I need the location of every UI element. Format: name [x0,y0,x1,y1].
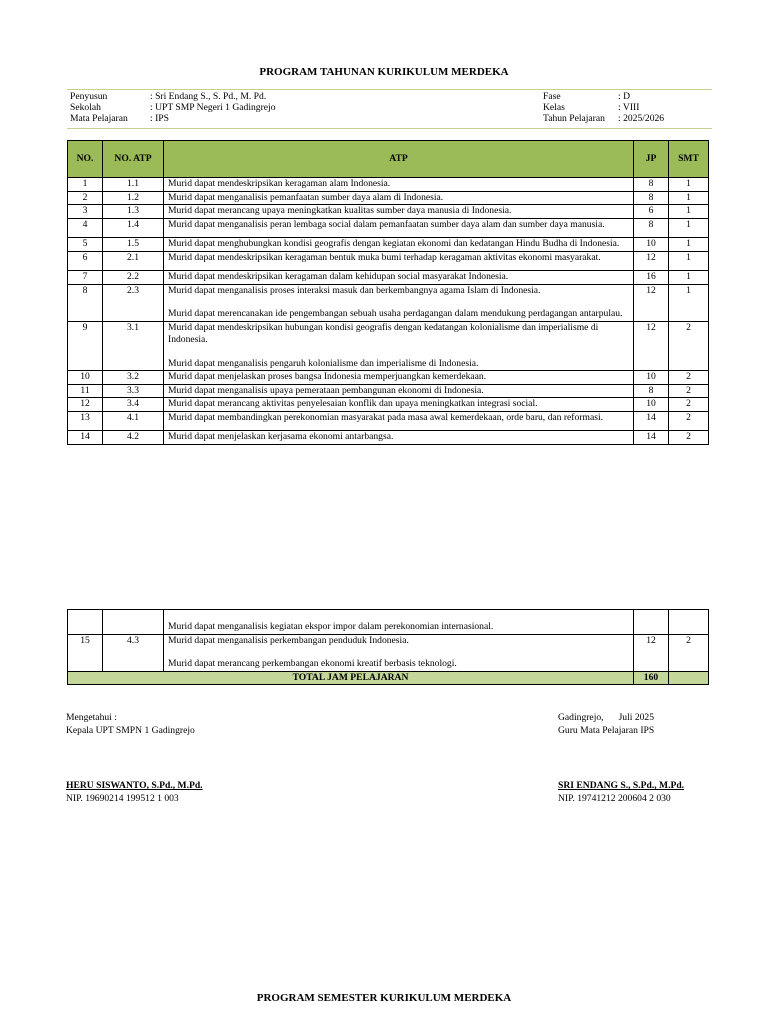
atp-text: Murid dapat menganalisis kegiatan ekspor impor dalam perekonomian internasional. [168,621,494,632]
cell-atp [164,178,634,192]
total-row [68,671,709,685]
cell-smt: 2 [669,321,709,371]
cell-atp [164,431,634,445]
cell-atp [164,321,634,371]
atp-text: Murid dapat mendeskripsikan hubungan kondisi geografis dengan kedatangan kolonialisme dan imperialisme di Indonesia. [168,321,599,345]
cell-jp: 10 [634,238,669,252]
cell-no: 7 [68,271,103,285]
cell-no-atp: 4.1 [103,411,164,431]
cell-jp: 12 [634,634,669,671]
total-label: TOTAL JAM PELAJARAN [68,671,634,685]
kepala-label: Kepala UPT SMPN 1 Gadingrejo [66,724,195,736]
cell-no-atp [103,610,164,635]
cell-no: 4 [68,218,103,238]
atp-text: Murid dapat menganalisis upaya pemerataan pembangunan ekonomi di Indonesia. [168,384,484,396]
table-row [68,431,709,445]
cell-atp [164,271,634,285]
table-header [68,141,709,178]
cell-smt: 1 [669,178,709,192]
cell-no-atp: 1.3 [103,205,164,219]
cell-jp: 12 [634,321,669,371]
cell-jp: 10 [634,371,669,385]
cell-jp: 8 [634,384,669,398]
cell-jp: 8 [634,218,669,238]
cell-no: 1 [68,178,103,192]
atp-table-continued [67,609,709,685]
cell-no: 12 [68,398,103,412]
cell-smt: 1 [669,218,709,238]
cell-smt: 2 [669,411,709,431]
table-row-continued [68,610,709,635]
atp-table [67,140,709,445]
cell-no: 3 [68,205,103,219]
cell-no: 5 [68,238,103,252]
cell-atp [164,251,634,271]
cell-no: 15 [68,634,103,671]
cell-atp [164,371,634,385]
header-no-atp: NO. ATP [103,141,164,178]
table-row [68,191,709,205]
cell-atp [164,218,634,238]
table-row [68,321,709,371]
sekolah-value: : UPT SMP Negeri 1 Gadingrejo [150,102,276,113]
cell-no-atp: 1.2 [103,191,164,205]
mapel-label: Mata Pelajaran [70,113,128,124]
mengetahui-label: Mengetahui : [66,712,117,723]
atp-text: Murid dapat menganalisis pemanfaatan sumber daya alam di Indonesia. [168,191,444,203]
cell-atp [164,205,634,219]
cell-atp [164,284,634,321]
table-row [68,371,709,385]
table-row [68,634,709,671]
tahun-value: : 2025/2026 [618,113,665,124]
atp-text: Murid dapat menjelaskan kerjasama ekonomi antarbangsa. [168,431,394,442]
cell-jp: 10 [634,398,669,412]
table-row [68,251,709,271]
kelas-label: Kelas [543,102,565,113]
cell-smt: 1 [669,205,709,219]
cell-no-atp: 1.1 [103,178,164,192]
teacher-role: Guru Mata Pelajaran IPS [558,724,655,736]
mapel-value: : IPS [150,113,169,124]
atp-text: Murid dapat menganalisis perkembangan penduduk Indonesia. [168,634,409,646]
total-value: 160 [634,671,669,685]
cell-atp [164,191,634,205]
table-row [68,205,709,219]
principal-name: HERU SISWANTO, S.Pd., M.Pd. [66,780,203,791]
cell-smt [669,610,709,635]
table-row [68,398,709,412]
cell-smt: 2 [669,634,709,671]
cell-jp: 14 [634,431,669,445]
atp-text: Murid dapat mendeskripsikan keragaman dalam kehidupan social masyarakat Indonesia. [168,271,509,282]
table-row [68,238,709,252]
header-jp: JP [634,141,669,178]
next-section-title: PROGRAM SEMESTER KURIKULUM MERDEKA [256,992,512,1004]
atp-text: Murid dapat menganalisis pengaruh kolonialisme dan imperialisme di Indonesia. [168,357,479,369]
cell-no: 6 [68,251,103,271]
signature-left [66,712,203,805]
cell-smt: 1 [669,284,709,321]
cell-no: 10 [68,371,103,385]
cell-no-atp: 3.4 [103,398,164,412]
principal-nip: NIP. 19690214 199512 1 003 [66,792,179,804]
penyusun-value: : Sri Endang S., S. Pd., M. Pd. [150,91,267,102]
atp-text: Murid dapat merencanakan ide pengembangan sebuah usaha perdagangan dalam mendukung perdagangan antarpulau. [168,308,623,319]
table-row [68,384,709,398]
cell-no-atp: 1.4 [103,218,164,238]
cell-smt: 1 [669,271,709,285]
teacher-nip: NIP. 19741212 200604 2 030 [558,792,671,804]
cell-no-atp: 4.2 [103,431,164,445]
kelas-value: : VIII [618,102,640,113]
cell-atp [164,384,634,398]
cell-atp [164,634,634,671]
cell-no-atp: 2.2 [103,271,164,285]
cell-no: 14 [68,431,103,445]
table-row [68,271,709,285]
cell-smt: 2 [669,384,709,398]
atp-text: Murid dapat menganalisis proses interaksi masuk dan berkembangnya agama Islam di Indonesia. [168,284,541,296]
cell-jp [634,610,669,635]
cell-no: 8 [68,284,103,321]
cell-no-atp: 3.2 [103,371,164,385]
cell-no: 13 [68,411,103,431]
cell-atp [164,610,634,635]
sign-date: Juli 2025 [618,712,655,723]
cell-no-atp: 4.3 [103,634,164,671]
table-row [68,218,709,238]
atp-text: Murid dapat merancang aktivitas penyelesaian konflik dan upaya meningkatkan integrasi social. [168,398,538,409]
cell-no: 2 [68,191,103,205]
cell-jp: 6 [634,205,669,219]
atp-text: Murid dapat merancang upaya meningkatkan kualitas sumber daya manusia di Indonesia. [168,205,512,216]
cell-atp [164,411,634,431]
header-smt: SMT [669,141,709,178]
document-info [67,89,712,129]
cell-no-atp: 2.1 [103,251,164,271]
table-row [68,284,709,321]
fase-value: : D [618,91,630,102]
cell-atp [164,238,634,252]
cell-jp: 12 [634,251,669,271]
cell-no [68,610,103,635]
cell-no-atp: 1.5 [103,238,164,252]
atp-text: Murid dapat mendeskripsikan keragaman bentuk muka bumi terhadap keragaman aktivitas ekonomi masyarakat. [168,251,601,263]
tahun-label: Tahun Pelajaran [543,113,605,124]
cell-smt: 1 [669,191,709,205]
cell-atp [164,398,634,412]
cell-smt: 1 [669,251,709,271]
teacher-name: SRI ENDANG S., S.Pd., M.Pd. [558,780,685,791]
signature-right [558,712,684,805]
cell-no: 11 [68,384,103,398]
cell-jp: 8 [634,178,669,192]
cell-jp: 16 [634,271,669,285]
fase-label: Fase [543,91,561,102]
sekolah-label: Sekolah [70,102,101,113]
atp-text: Murid dapat mendeskripsikan keragaman alam Indonesia. [168,178,391,189]
atp-text: Murid dapat menghubungkan kondisi geografis dengan kegiatan ekonomi dan kedatangan Hindu Budha di Indonesia. [168,238,620,249]
cell-no-atp: 3.1 [103,321,164,371]
cell-smt: 2 [669,398,709,412]
atp-text: Murid dapat membandingkan perekonomian masyarakat pada masa awal kemerdekaan, orde baru, dan reformasi. [168,411,604,423]
cell-no-atp: 3.3 [103,384,164,398]
cell-jp: 12 [634,284,669,321]
atp-text: Murid dapat merancang perkembangan ekonomi kreatif berbasis teknologi. [168,658,457,669]
cell-jp: 14 [634,411,669,431]
cell-smt: 2 [669,371,709,385]
document-title: PROGRAM TAHUNAN KURIKULUM MERDEKA [259,66,509,78]
sign-place: Gadingrejo, [558,712,604,723]
header-no: NO. [68,141,103,178]
cell-no: 9 [68,321,103,371]
atp-text: Murid dapat menjelaskan proses bangsa Indonesia memperjuangkan kemerdekaan. [168,371,487,382]
atp-text: Murid dapat menganalisis peran lembaga social dalam pemanfaatan sumber daya alam dan sumber daya manusia. [168,218,605,230]
cell-jp: 8 [634,191,669,205]
cell-smt: 2 [669,431,709,445]
table-row [68,411,709,431]
penyusun-label: Penyusun [70,91,108,102]
table-row [68,178,709,192]
cell-no-atp: 2.3 [103,284,164,321]
cell-smt: 1 [669,238,709,252]
total-empty [669,671,709,685]
header-atp: ATP [164,141,634,178]
